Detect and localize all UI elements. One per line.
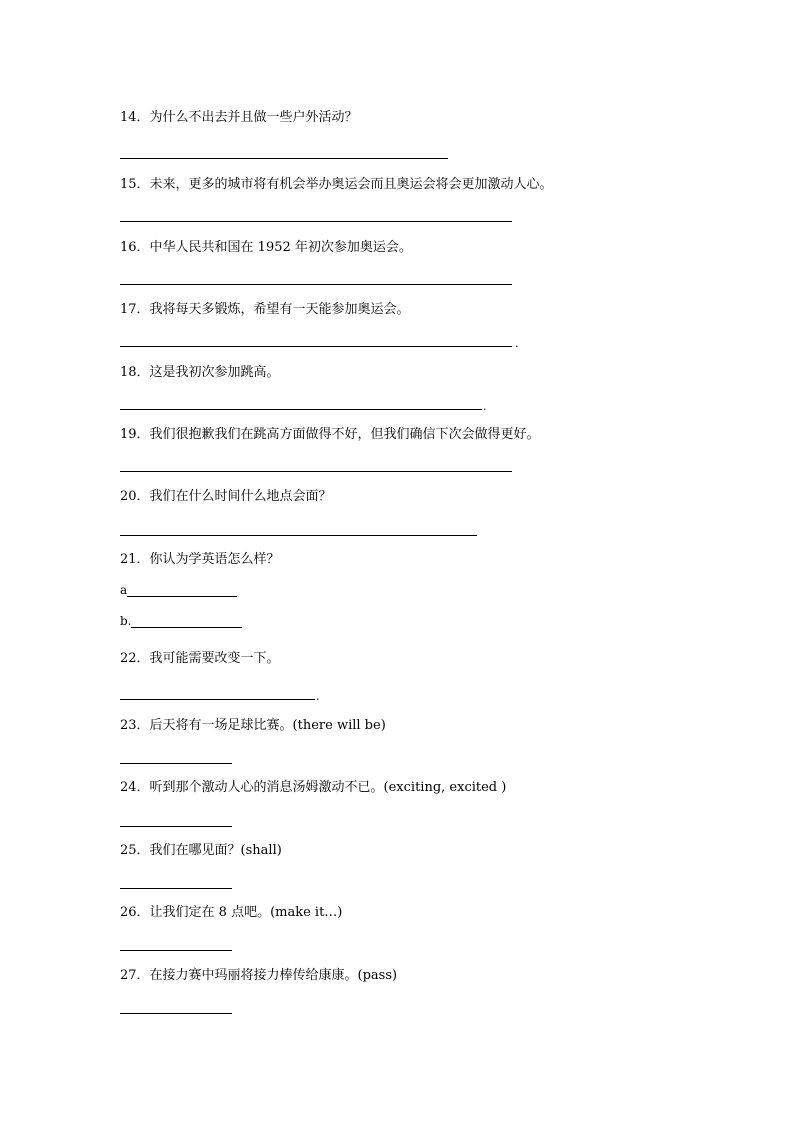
answer-line-14[interactable] (120, 158, 448, 159)
line-end-period-17: . (515, 337, 519, 350)
answer-line-19[interactable] (120, 471, 512, 472)
answer-line-21b[interactable] (131, 627, 242, 628)
option-a-label: a (120, 583, 128, 597)
answer-line-27[interactable] (120, 1013, 232, 1014)
answer-line-25[interactable] (120, 888, 232, 889)
question-20: 20．我们在什么时间什么地点会面？ (120, 489, 332, 504)
question-22: 22．我可能需要改变一下。 (120, 651, 280, 666)
question-27: 27．在接力赛中玛丽将接力棒传给康康。(pass) (120, 968, 398, 983)
question-15: 15．未来，更多的城市将有机会举办奥运会而且奥运会将会更加激动人心。 (120, 177, 553, 192)
answer-line-22[interactable] (120, 699, 315, 700)
line-end-period-22: . (316, 690, 320, 703)
answer-line-26[interactable] (120, 950, 232, 951)
question-18: 18．这是我初次参加跳高。 (120, 365, 280, 380)
answer-line-18[interactable] (120, 409, 482, 410)
line-end-period-18: . (483, 400, 487, 413)
question-16: 16．中华人民共和国在 1952 年初次参加奥运会。 (120, 240, 412, 255)
answer-line-15[interactable] (120, 221, 512, 222)
question-24: 24．听到那个激动人心的消息汤姆激动不已。(exciting, excited ) (120, 780, 507, 795)
answer-line-17[interactable] (120, 346, 512, 347)
question-25: 25．我们在哪见面？(shall) (120, 843, 282, 858)
question-14: 14．为什么不出去并且做一些户外活动？ (120, 110, 358, 125)
answer-line-16[interactable] (120, 284, 512, 285)
question-17: 17．我将每天多锻炼，希望有一天能参加奥运会。 (120, 302, 410, 317)
option-b-label: b. (120, 614, 132, 628)
answer-line-21a[interactable] (127, 596, 237, 597)
answer-line-23[interactable] (120, 763, 232, 764)
answer-line-24[interactable] (120, 826, 232, 827)
answer-line-20[interactable] (120, 535, 477, 536)
question-21: 21．你认为学英语怎么样？ (120, 552, 280, 567)
question-23: 23．后天将有一场足球比赛。(there will be) (120, 718, 386, 733)
question-26: 26．让我们定在 8 点吧。(make it…) (120, 905, 343, 920)
question-19: 19．我们很抱歉我们在跳高方面做得不好，但我们确信下次会做得更好。 (120, 427, 540, 442)
